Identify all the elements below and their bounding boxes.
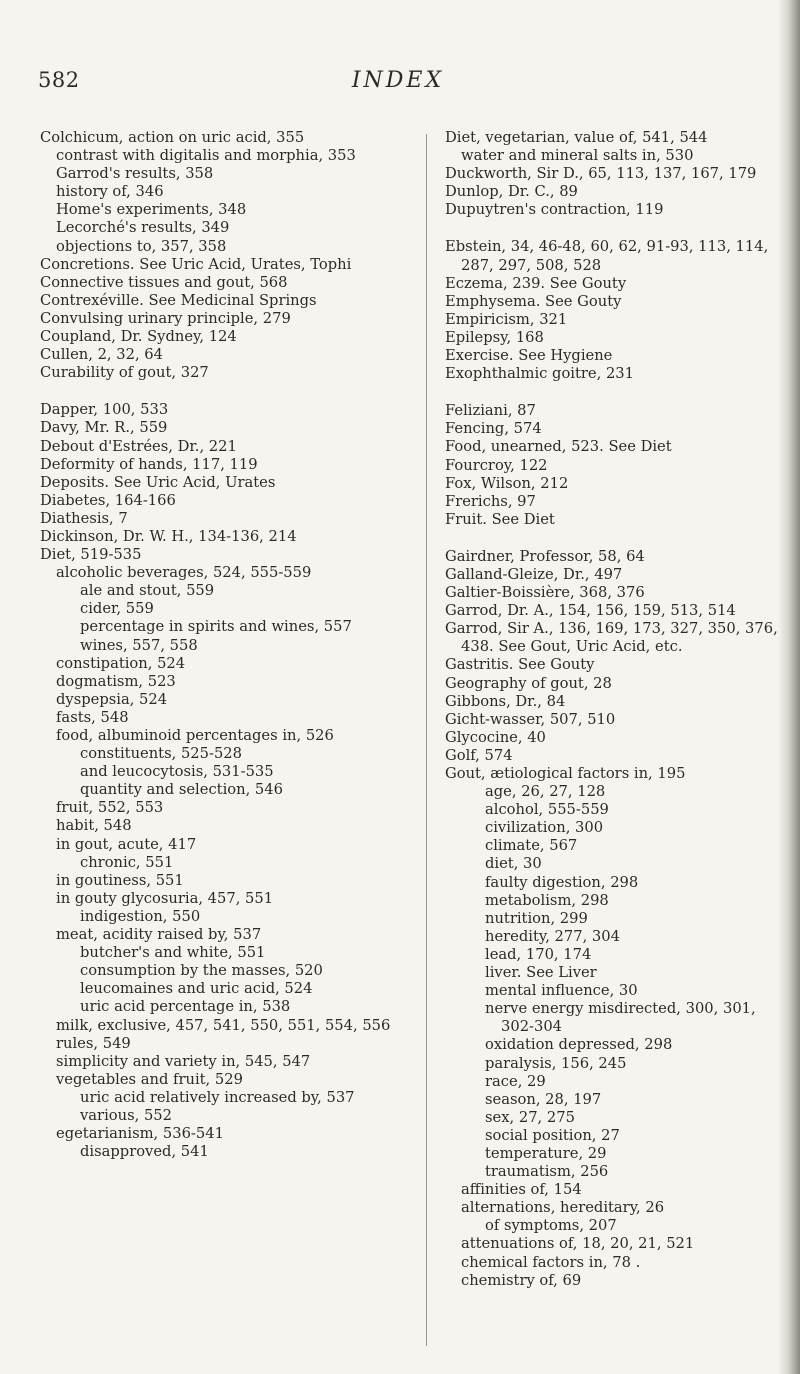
index-subentry: race, 29 — [485, 1072, 546, 1090]
index-entry: Garrod, Sir A., 136, 169, 173, 327, 350, 376, 438. See Gout, Uric Acid, etc. — [445, 620, 778, 656]
index-entry: Exophthalmic goitre, 231 — [445, 365, 634, 383]
index-entry: Gicht-wasser, 507, 510 — [445, 710, 616, 728]
index-subentry: simplicity and variety in, 545, 547 — [56, 1052, 311, 1070]
index-entry: Ebstein, 34, 46-48, 60, 62, 91-93, 113, 114, 287, 297, 508, 528 — [445, 238, 769, 274]
index-entry: Food, unearned, 523. See Diet — [445, 438, 672, 456]
index-subentry: nerve energy misdirected, 300, 301, 302-304 — [485, 1000, 756, 1036]
index-subentry: dyspepsia, 524 — [56, 690, 168, 708]
index-subentry: liver. See Liver — [485, 964, 597, 982]
index-entry: Coupland, Dr. Sydney, 124 — [40, 328, 237, 346]
index-entry: Emphysema. See Gouty — [445, 292, 622, 310]
index-entry: Empiricism, 321 — [445, 310, 568, 328]
index-subentry: mental influence, 30 — [485, 982, 638, 1000]
index-subentry: water and mineral salts in, 530 — [461, 147, 694, 165]
index-subentry: meat, acidity raised by, 537 — [56, 926, 262, 944]
index-subentry: Home's experiments, 348 — [56, 201, 247, 219]
section-gap — [445, 383, 787, 402]
index-subentry: metabolism, 298 — [485, 891, 609, 909]
index-subentry: sex, 27, 275 — [485, 1108, 575, 1126]
index-entry: Gibbons, Dr., 84 — [445, 692, 566, 710]
index-subentry: temperature, 29 — [485, 1144, 607, 1162]
index-entry: Fourcroy, 122 — [445, 456, 548, 474]
index-subentry: milk, exclusive, 457, 541, 550, 551, 554, 556 — [56, 1016, 391, 1034]
index-subentry: alcohol, 555-559 — [485, 801, 609, 819]
page-number: 582 — [38, 68, 80, 92]
section-gap — [445, 529, 787, 548]
index-entry: Colchicum, action on uric acid, 355 — [40, 129, 305, 146]
index-entry: Fox, Wilson, 212 — [445, 474, 569, 492]
index-subentry: dogmatism, 523 — [56, 672, 176, 690]
index-entry: Diathesis, 7 — [40, 509, 128, 527]
index-subentry: attenuations of, 18, 20, 21, 521 — [461, 1235, 695, 1253]
index-entry: Diet, 519-535 — [40, 546, 142, 564]
index-subentry: objections to, 357, 358 — [56, 237, 227, 255]
index-subentry: in gouty glycosuria, 457, 551 — [56, 889, 274, 907]
index-subentry: history of, 346 — [56, 183, 164, 201]
index-subentry: indigestion, 550 — [80, 907, 201, 925]
index-subentry: vegetables and fruit, 529 — [56, 1070, 243, 1088]
index-entry: Glycocine, 40 — [445, 728, 546, 746]
index-subentry: age, 26, 27, 128 — [485, 783, 606, 801]
index-subentry: fruit, 552, 553 — [56, 799, 164, 817]
index-subentry: constituents, 525-528 — [80, 745, 242, 763]
index-subentry: percentage in spirits and wines, 557 — [80, 618, 352, 636]
index-entry: Frerichs, 97 — [445, 492, 536, 510]
index-subentry: ale and stout, 559 — [80, 582, 215, 600]
index-entry: Diet, vegetarian, value of, 541, 544 — [445, 129, 708, 146]
index-subentry: lead, 170, 174 — [485, 945, 592, 963]
index-entry: Deposits. See Uric Acid, Urates — [40, 473, 276, 491]
index-subentry: climate, 567 — [485, 837, 578, 855]
index-column-left — [40, 129, 410, 1161]
index-subentry: food, albuminoid percentages in, 526 — [56, 727, 334, 744]
index-subentry: civilization, 300 — [485, 819, 604, 837]
index-subentry: leucomaines and uric acid, 524 — [80, 980, 313, 998]
index-subentry: of symptoms, 207 — [485, 1217, 617, 1235]
index-subentry: and leucocytosis, 531-535 — [80, 763, 274, 781]
index-entry: Debout d'Estrées, Dr., 221 — [40, 437, 237, 455]
section-gap — [445, 219, 787, 238]
index-entry: Feliziani, 87 — [445, 402, 536, 420]
index-subentry: in gout, acute, 417 — [56, 835, 197, 853]
index-subentry: season, 28, 197 — [485, 1090, 602, 1108]
index-entry: Geography of gout, 28 — [445, 674, 612, 692]
index-subentry: rules, 549 — [56, 1034, 131, 1052]
index-subentry: diet, 30 — [485, 855, 542, 873]
index-entry: Gout, ætiological factors in, 195 — [445, 765, 686, 782]
page-header — [38, 68, 738, 108]
index-entry: Curability of gout, 327 — [40, 364, 209, 382]
index-entry: Connective tissues and gout, 568 — [40, 273, 288, 291]
index-entry: Galland-Gleize, Dr., 497 — [445, 565, 623, 583]
index-entry: Exercise. See Hygiene — [445, 347, 613, 365]
index-entry: Convulsing urinary principle, 279 — [40, 309, 291, 327]
index-subentry: disapproved, 541 — [80, 1143, 209, 1161]
index-entry: Cullen, 2, 32, 64 — [40, 346, 163, 364]
index-subentry: consumption by the masses, 520 — [80, 962, 323, 980]
index-entry: Fencing, 574 — [445, 420, 542, 438]
index-subentry: chemical factors in, 78 . — [461, 1253, 641, 1271]
index-subentry: egetarianism, 536-541 — [56, 1125, 224, 1143]
index-subentry: butcher's and white, 551 — [80, 944, 266, 962]
index-subentry: uric acid relatively increased by, 537 — [80, 1088, 355, 1106]
index-subentry: faulty digestion, 298 — [485, 873, 639, 891]
index-subentry: chemistry of, 69 — [461, 1271, 582, 1289]
index-subentry: alcoholic beverages, 524, 555-559 — [56, 564, 312, 582]
index-entry: Dapper, 100, 533 — [40, 401, 169, 419]
index-entry: Diabetes, 164-166 — [40, 491, 176, 509]
index-entry: Eczema, 239. See Gouty — [445, 274, 627, 292]
index-entry: Contrexéville. See Medicinal Springs — [40, 291, 317, 309]
index-entry: Epilepsy, 168 — [445, 328, 544, 346]
index-subentry: wines, 557, 558 — [80, 636, 198, 654]
index-subentry: oxidation depressed, 298 — [485, 1036, 673, 1054]
index-subentry: paralysis, 156, 245 — [485, 1054, 627, 1072]
index-subentry: Lecorché's results, 349 — [56, 219, 230, 237]
index-subentry: quantity and selection, 546 — [80, 781, 283, 799]
index-subentry: chronic, 551 — [80, 853, 174, 871]
index-entry: Dickinson, Dr. W. H., 134-136, 214 — [40, 527, 297, 545]
index-subentry: in goutiness, 551 — [56, 871, 184, 889]
index-subentry: constipation, 524 — [56, 654, 186, 672]
index-entry: Davy, Mr. R., 559 — [40, 419, 168, 437]
running-title: INDEX — [351, 68, 445, 93]
index-subentry: Garrod's results, 358 — [56, 165, 214, 183]
index-subentry: uric acid percentage in, 538 — [80, 998, 291, 1016]
index-subentry: various, 552 — [80, 1106, 172, 1124]
index-entry: Golf, 574 — [445, 746, 513, 764]
index-subentry: affinities of, 154 — [461, 1181, 582, 1199]
index-subentry: social position, 27 — [485, 1126, 620, 1144]
index-subentry: contrast with digitalis and morphia, 353 — [56, 147, 356, 165]
index-entry: Duckworth, Sir D., 65, 113, 137, 167, 179 — [445, 165, 757, 183]
index-subentry: alternations, hereditary, 26 — [461, 1199, 665, 1217]
index-entry: Dupuytren's contraction, 119 — [445, 201, 664, 219]
index-entry: Gastritis. See Gouty — [445, 656, 595, 674]
index-subentry: traumatism, 256 — [485, 1163, 609, 1181]
index-subentry: heredity, 277, 304 — [485, 927, 620, 945]
index-entry: Deformity of hands, 117, 119 — [40, 455, 258, 473]
index-subentry: cider, 559 — [80, 600, 154, 618]
index-entry: Fruit. See Diet — [445, 510, 555, 528]
index-subentry: nutrition, 299 — [485, 909, 588, 927]
index-column-right — [445, 129, 787, 1290]
index-entry: Concretions. See Uric Acid, Urates, Tophi — [40, 255, 352, 273]
index-entry: Gairdner, Professor, 58, 64 — [445, 547, 645, 565]
index-entry: Galtier-Boissière, 368, 376 — [445, 584, 645, 602]
index-subentry: habit, 548 — [56, 817, 132, 835]
index-entry: Dunlop, Dr. C., 89 — [445, 183, 578, 201]
column-divider — [426, 134, 427, 1346]
index-subentry: fasts, 548 — [56, 708, 129, 726]
index-entry: Garrod, Dr. A., 154, 156, 159, 513, 514 — [445, 602, 736, 620]
section-gap — [40, 382, 410, 401]
